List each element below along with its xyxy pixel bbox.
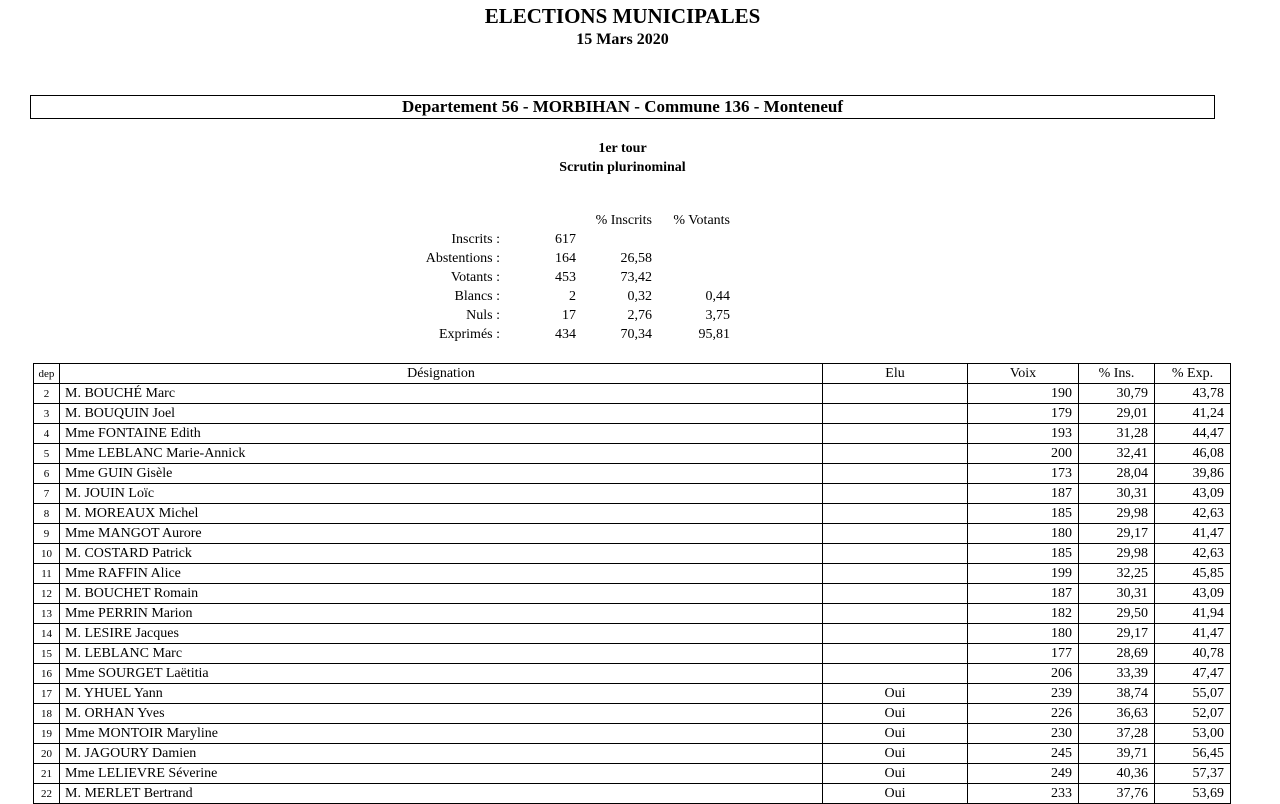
candidate-dep: 11: [34, 564, 60, 584]
turnout-value: 2: [569, 289, 576, 304]
candidate-name: M. LESIRE Jacques: [60, 624, 823, 644]
candidate-row: [34, 704, 1231, 724]
candidate-elected: [823, 664, 968, 684]
candidate-votes: 233: [968, 784, 1079, 804]
turnout-pct-inscrits: 26,58: [620, 251, 652, 266]
candidate-votes: 177: [968, 644, 1079, 664]
candidate-row: [34, 444, 1231, 464]
candidate-votes: 185: [968, 544, 1079, 564]
candidate-elected: [823, 564, 968, 584]
candidate-pct-exp: 41,94: [1155, 604, 1231, 624]
turnout-pct-votants: 95,81: [698, 327, 730, 342]
turnout-label: Inscrits :: [451, 232, 500, 247]
candidate-votes: 190: [968, 384, 1079, 404]
turnout-pct-votants: [652, 249, 730, 268]
candidate-dep: 7: [34, 484, 60, 504]
candidate-pct-ins: 37,76: [1079, 784, 1155, 804]
candidate-dep: 12: [34, 584, 60, 604]
turnout-row: [400, 287, 730, 306]
candidate-pct-ins: 31,28: [1079, 424, 1155, 444]
turnout-summary-header: [400, 212, 730, 230]
candidate-pct-exp: 41,24: [1155, 404, 1231, 424]
candidate-dep: 15: [34, 644, 60, 664]
header-elu: Elu: [823, 364, 968, 384]
turnout-pct-inscrits: 0,32: [627, 289, 652, 304]
candidate-name: M. COSTARD Patrick: [60, 544, 823, 564]
col-pct-inscrits: % Inscrits: [595, 213, 652, 228]
candidate-name: M. MOREAUX Michel: [60, 504, 823, 524]
candidate-pct-ins: 32,25: [1079, 564, 1155, 584]
candidate-pct-ins: 30,31: [1079, 484, 1155, 504]
candidate-votes: 230: [968, 724, 1079, 744]
candidate-pct-ins: 28,69: [1079, 644, 1155, 664]
candidate-pct-exp: 46,08: [1155, 444, 1231, 464]
candidate-name: Mme MONTOIR Maryline: [60, 724, 823, 744]
candidate-pct-exp: 43,09: [1155, 584, 1231, 604]
candidate-row: [34, 424, 1231, 444]
candidate-elected: Oui: [823, 724, 968, 744]
candidate-votes: 226: [968, 704, 1079, 724]
col-pct-votants: % Votants: [673, 213, 730, 228]
candidate-votes: 185: [968, 504, 1079, 524]
candidate-pct-exp: 47,47: [1155, 664, 1231, 684]
candidate-dep: 16: [34, 664, 60, 684]
candidate-votes: 187: [968, 584, 1079, 604]
candidate-pct-exp: 41,47: [1155, 524, 1231, 544]
candidate-elected: [823, 384, 968, 404]
candidate-votes: 179: [968, 404, 1079, 424]
candidate-row: [34, 584, 1231, 604]
candidate-dep: 2: [34, 384, 60, 404]
candidate-name: Mme GUIN Gisèle: [60, 464, 823, 484]
candidate-dep: 17: [34, 684, 60, 704]
candidate-dep: 19: [34, 724, 60, 744]
header-dep: dep: [34, 364, 60, 384]
candidate-name: Mme LEBLANC Marie-Annick: [60, 444, 823, 464]
candidate-name: M. YHUEL Yann: [60, 684, 823, 704]
candidate-votes: 193: [968, 424, 1079, 444]
candidate-elected: Oui: [823, 784, 968, 804]
turnout-row: [400, 325, 730, 344]
candidate-pct-exp: 56,45: [1155, 744, 1231, 764]
turnout-value: 17: [562, 308, 576, 323]
turnout-pct-inscrits: [576, 230, 652, 249]
candidate-row: [34, 484, 1231, 504]
candidate-name: Mme FONTAINE Edith: [60, 424, 823, 444]
candidate-elected: [823, 524, 968, 544]
turnout-label: Nuls :: [466, 308, 500, 323]
candidate-pct-ins: 33,39: [1079, 664, 1155, 684]
candidate-row: [34, 784, 1231, 804]
turnout-label: Abstentions :: [425, 251, 500, 266]
candidate-elected: [823, 424, 968, 444]
candidate-pct-exp: 43,09: [1155, 484, 1231, 504]
candidate-row: [34, 604, 1231, 624]
candidate-pct-ins: 29,01: [1079, 404, 1155, 424]
turnout-pct-votants: 0,44: [705, 289, 730, 304]
turnout-label: Blancs :: [454, 289, 500, 304]
candidate-dep: 9: [34, 524, 60, 544]
candidate-dep: 18: [34, 704, 60, 724]
candidate-dep: 22: [34, 784, 60, 804]
turnout-pct-votants: [652, 230, 730, 249]
candidate-votes: 206: [968, 664, 1079, 684]
candidate-dep: 10: [34, 544, 60, 564]
candidate-pct-exp: 42,63: [1155, 504, 1231, 524]
candidate-name: Mme SOURGET Laëtitia: [60, 664, 823, 684]
candidate-name: Mme RAFFIN Alice: [60, 564, 823, 584]
candidate-row: [34, 664, 1231, 684]
candidate-pct-exp: 52,07: [1155, 704, 1231, 724]
turnout-value: 617: [555, 232, 576, 247]
candidate-votes: 187: [968, 484, 1079, 504]
candidate-pct-ins: 36,63: [1079, 704, 1155, 724]
header-pct-ins: % Ins.: [1079, 364, 1155, 384]
candidate-row: [34, 764, 1231, 784]
candidate-elected: [823, 544, 968, 564]
candidate-row: [34, 544, 1231, 564]
candidate-dep: 21: [34, 764, 60, 784]
election-date: 15 Mars 2020: [576, 31, 669, 48]
turnout-value: 434: [555, 327, 576, 342]
turnout-row: [400, 306, 730, 325]
candidate-pct-ins: 29,98: [1079, 504, 1155, 524]
candidate-name: Mme LELIEVRE Séverine: [60, 764, 823, 784]
candidate-pct-exp: 44,47: [1155, 424, 1231, 444]
turnout-pct-inscrits: 70,34: [620, 327, 652, 342]
header-voix: Voix: [968, 364, 1079, 384]
candidate-elected: Oui: [823, 764, 968, 784]
candidate-pct-ins: 29,98: [1079, 544, 1155, 564]
candidate-elected: [823, 504, 968, 524]
candidate-pct-exp: 57,37: [1155, 764, 1231, 784]
turnout-value: 164: [555, 251, 576, 266]
turnout-label: Votants :: [450, 270, 500, 285]
candidate-elected: Oui: [823, 744, 968, 764]
turnout-row: [400, 268, 730, 287]
candidate-name: M. LEBLANC Marc: [60, 644, 823, 664]
candidate-row: [34, 644, 1231, 664]
candidate-row: [34, 684, 1231, 704]
turnout-pct-votants: 3,75: [705, 308, 730, 323]
candidate-votes: 180: [968, 524, 1079, 544]
candidate-name: M. JAGOURY Damien: [60, 744, 823, 764]
candidate-dep: 13: [34, 604, 60, 624]
candidate-votes: 200: [968, 444, 1079, 464]
turnout-label: Exprimés :: [438, 327, 500, 342]
candidate-pct-exp: 42,63: [1155, 544, 1231, 564]
candidate-dep: 4: [34, 424, 60, 444]
candidate-pct-ins: 29,50: [1079, 604, 1155, 624]
header-pct-exp: % Exp.: [1155, 364, 1231, 384]
candidate-row: [34, 724, 1231, 744]
candidate-votes: 180: [968, 624, 1079, 644]
candidate-elected: [823, 644, 968, 664]
candidate-dep: 14: [34, 624, 60, 644]
candidate-row: [34, 564, 1231, 584]
candidate-pct-ins: 30,31: [1079, 584, 1155, 604]
candidate-pct-ins: 30,79: [1079, 384, 1155, 404]
candidate-elected: Oui: [823, 704, 968, 724]
candidate-name: M. JOUIN Loïc: [60, 484, 823, 504]
scrutin-type: Scrutin plurinominal: [559, 160, 686, 175]
candidate-name: Mme PERRIN Marion: [60, 604, 823, 624]
candidate-dep: 8: [34, 504, 60, 524]
candidate-votes: 173: [968, 464, 1079, 484]
candidate-votes: 199: [968, 564, 1079, 584]
candidate-elected: [823, 404, 968, 424]
candidate-pct-exp: 43,78: [1155, 384, 1231, 404]
candidate-pct-ins: 39,71: [1079, 744, 1155, 764]
turnout-summary-table: [400, 212, 730, 344]
candidate-votes: 182: [968, 604, 1079, 624]
candidate-pct-ins: 29,17: [1079, 524, 1155, 544]
candidate-votes: 249: [968, 764, 1079, 784]
candidate-pct-exp: 40,78: [1155, 644, 1231, 664]
candidate-pct-ins: 40,36: [1079, 764, 1155, 784]
candidate-votes: 239: [968, 684, 1079, 704]
candidate-row: [34, 504, 1231, 524]
candidate-results-table: [33, 363, 1231, 804]
candidate-dep: 5: [34, 444, 60, 464]
turnout-pct-votants: [652, 268, 730, 287]
results-header-row: [34, 364, 1231, 384]
candidate-elected: [823, 624, 968, 644]
candidate-pct-exp: 53,69: [1155, 784, 1231, 804]
turnout-pct-inscrits: 73,42: [620, 270, 652, 285]
candidate-name: M. BOUCHÉ Marc: [60, 384, 823, 404]
candidate-dep: 20: [34, 744, 60, 764]
turnout-value: 453: [555, 270, 576, 285]
candidate-row: [34, 744, 1231, 764]
turnout-row: [400, 230, 730, 249]
candidate-pct-exp: 41,47: [1155, 624, 1231, 644]
candidate-pct-exp: 39,86: [1155, 464, 1231, 484]
candidate-name: M. ORHAN Yves: [60, 704, 823, 724]
candidate-pct-exp: 45,85: [1155, 564, 1231, 584]
candidate-pct-ins: 32,41: [1079, 444, 1155, 464]
candidate-name: M. MERLET Bertrand: [60, 784, 823, 804]
candidate-row: [34, 404, 1231, 424]
candidate-pct-ins: 37,28: [1079, 724, 1155, 744]
candidate-elected: [823, 444, 968, 464]
candidate-row: [34, 524, 1231, 544]
candidate-dep: 6: [34, 464, 60, 484]
candidate-name: M. BOUCHET Romain: [60, 584, 823, 604]
candidate-name: M. BOUQUIN Joel: [60, 404, 823, 424]
candidate-votes: 245: [968, 744, 1079, 764]
candidate-row: [34, 384, 1231, 404]
candidate-elected: [823, 604, 968, 624]
candidate-dep: 3: [34, 404, 60, 424]
candidate-elected: Oui: [823, 684, 968, 704]
header-designation: Désignation: [60, 364, 823, 384]
candidate-pct-ins: 38,74: [1079, 684, 1155, 704]
candidate-pct-exp: 55,07: [1155, 684, 1231, 704]
department-commune-banner: Departement 56 - MORBIHAN - Commune 136 - Monteneuf: [30, 95, 1215, 119]
candidate-name: Mme MANGOT Aurore: [60, 524, 823, 544]
turnout-row: [400, 249, 730, 268]
candidate-elected: [823, 584, 968, 604]
candidate-row: [34, 464, 1231, 484]
document-title: ELECTIONS MUNICIPALES: [484, 4, 761, 28]
candidate-elected: [823, 484, 968, 504]
tour-label: 1er tour: [598, 141, 647, 156]
candidate-pct-exp: 53,00: [1155, 724, 1231, 744]
candidate-row: [34, 624, 1231, 644]
candidate-pct-ins: 28,04: [1079, 464, 1155, 484]
turnout-pct-inscrits: 2,76: [627, 308, 652, 323]
candidate-pct-ins: 29,17: [1079, 624, 1155, 644]
candidate-elected: [823, 464, 968, 484]
